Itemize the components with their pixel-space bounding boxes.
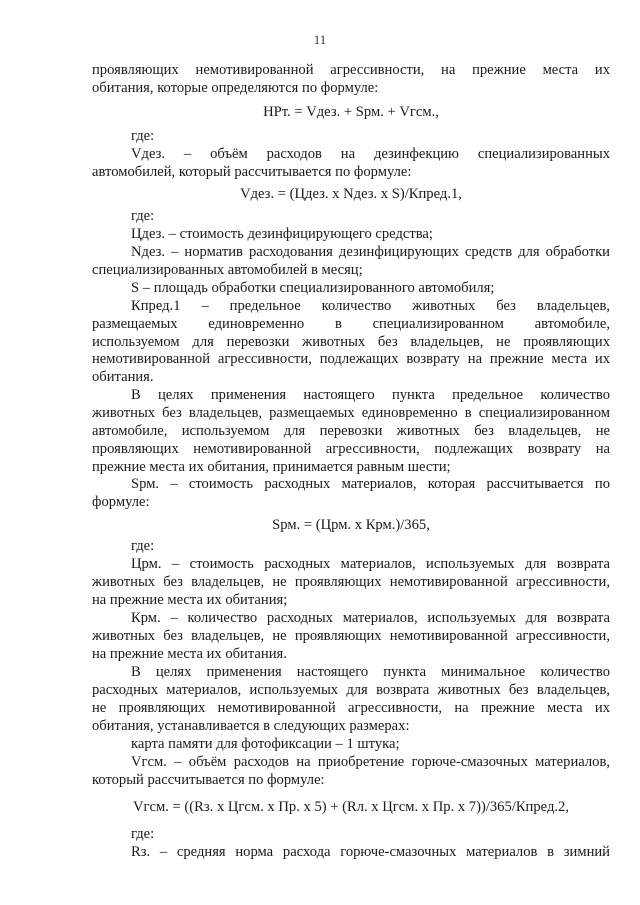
text-line: В целях применения настоящего пункта предельное количество [131,387,610,403]
text-line: формуле: [92,494,150,510]
text-line: проявляющих немотивированной агрессивности, подлежащих возврату на [92,441,610,457]
text-line: карта памяти для фотофиксации – 1 штука; [131,736,400,752]
text-line: где: [131,128,155,144]
text-line: Vдез. – объём расходов на дезинфекцию специализированных [131,146,610,162]
text-line: Кпред.1 – предельное количество животных без владельцев, [131,298,610,314]
text-line: Nдез. – норматив расходования дезинфицирующих средств для обработки [131,244,610,260]
text-line: Vгсм. – объём расходов на приобретение горюче-смазочных материалов, [131,754,610,770]
text-line: В целях применения настоящего пункта минимальное количество [131,664,610,680]
text-line: прежние места их обитания, принимается равным шести; [92,459,451,475]
text-line: на прежние места их обитания; [92,592,288,608]
formula-srm: Sрм. = (Црм. х Крм.)/365, [272,517,430,533]
text-line: S – площадь обработки специализированного автомобиля; [131,280,495,296]
text-line: обитания, устанавливается в следующих размерах: [92,718,410,734]
text-line: проявляющих немотивированной агрессивности, на прежние места их [92,62,610,78]
text-line: обитания. [92,369,154,385]
text-line: Крм. – количество расходных материалов, используемых для возврата [131,610,610,626]
text-line: Rз. – средняя норма расхода горюче-смазочных материалов в зимний [131,844,610,860]
text-line: где: [131,538,155,554]
text-line: Цдез. – стоимость дезинфицирующего средства; [131,226,433,242]
text-line: специализированных автомобилей в месяц; [92,262,363,278]
text-line: животных без владельцев, не проявляющих немотивированной агрессивности, [92,628,610,644]
text-line: где: [131,826,155,842]
formula-vgsm: Vгсм. = ((Rз. х Цгсм. х Пр. х 5) + (Rл. х Цгсм. х Пр. х 7))/365/Кпред.2, [133,799,569,815]
text-line: животных без владельцев, не проявляющих немотивированной агрессивности, [92,574,610,590]
text-line: где: [131,208,155,224]
text-line: Црм. – стоимость расходных материалов, используемых для возврата [131,556,610,572]
text-line: обитания, которые определяются по формуле: [92,80,379,96]
page-number: 11 [313,32,327,47]
text-line: размещаемых единовременно в специализированном автомобиле, [92,316,610,332]
text-line: немотивированной агрессивности, подлежащих возврату на прежние места их [92,351,610,367]
text-line: используемом для перевозки животных без владельцев, не проявляющих [92,334,610,350]
text-line: автомобиле, используемом для перевозки животных без владельцев, не [92,423,610,439]
text-line: который рассчитывается по формуле: [92,772,325,788]
text-line: на прежние места их обитания. [92,646,287,662]
text-line: не проявляющих немотивированной агрессивности, на прежние места их [92,700,610,716]
formula-vdez: Vдез. = (Цдез. х Nдез. х S)/Кпред.1, [240,186,462,202]
text-line: автомобилей, который рассчитывается по формуле: [92,164,412,180]
text-line: животных без владельцев, размещаемых единовременно в специализированном [92,405,610,421]
text-line: Sрм. – стоимость расходных материалов, которая рассчитывается по [131,476,610,492]
formula-hpt: НРт. = Vдез. + Sрм. + Vгсм., [263,104,439,120]
text-line: расходных материалов, используемых для возврата животных без владельцев, [92,682,610,698]
